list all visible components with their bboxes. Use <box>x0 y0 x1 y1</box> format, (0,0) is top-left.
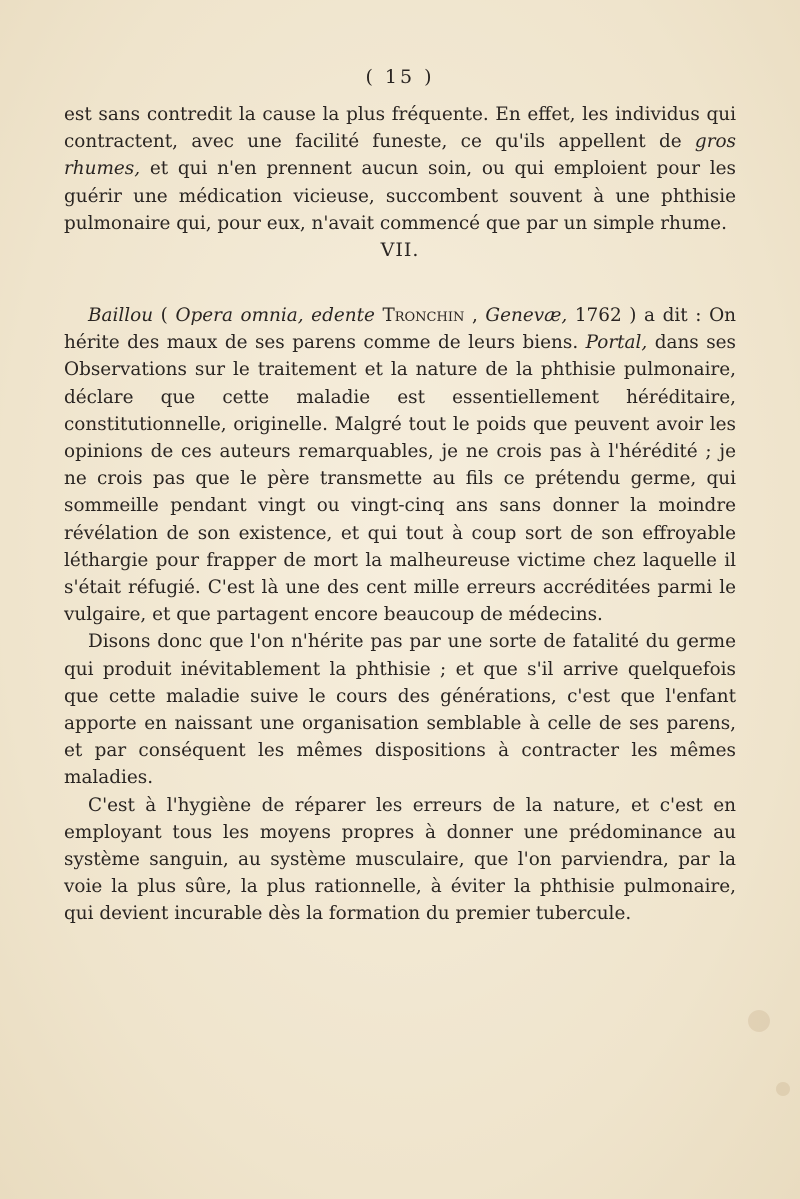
foxing-spot <box>776 1082 790 1096</box>
paragraph: C'est à l'hygiène de réparer les erreurs de la nature, et c'est en employant tous les moyens propres à donner une prédominance au système sanguin, au système musculaire, que l'on parviendra, par la voie la plus sûre, la plus rationnelle, à éviter la phthisie pulmonaire, qui devient incurable dès la formation du premier tubercule. <box>64 794 736 925</box>
paragraph: Baillou ( Opera omnia, edente Tronchin , Genevæ, 1762 ) a dit : On hérite des maux de ses parens comme de leurs biens. Portal, dans ses Observations sur le traitement et la nature de la phthisie pulmonaire, déclare que cette maladie est essentiellement héréditaire, constitutionnelle, originelle. Malgré tout le poids que peuvent avoir les opinions de ces auteurs remarquables, je ne crois pas à l'hérédité ; je ne crois pas que le père transmette au fils ce prétendu germe, qui sommeille pendant vingt ou vingt-cinq ans sans donner la moindre révélation de son existence, et qui tout à coup sort de son effroyable léthargie pour frapper de mort la malheureuse victime chez laquelle il s'était réfugié. C'est là une des cent mille erreurs accréditées parmi le vulgaire, et que partagent encore beaucoup de médecins. <box>64 305 736 626</box>
foxing-spot <box>748 1010 770 1032</box>
paragraph: est sans contredit la cause la plus fréquente. En effet, les individus qui contractent, avec une facilité funeste, ce qu'ils appellent de gros rhumes, et qui n'en prennent aucun soin, ou qui emploient pour les guérir une médication vicieuse, succombent souvent à une phthisie pulmonaire qui, pour eux, n'avait commencé que par un simple rhume. <box>64 104 736 234</box>
body-text <box>64 101 736 928</box>
section-heading: VII. <box>380 239 420 262</box>
page-number: ( 15 ) <box>365 66 435 88</box>
paragraph: Disons donc que l'on n'hérite pas par une sorte de fatalité du germe qui produit inévitablement la phthisie ; et que s'il arrive quelquefois que cette maladie suive le cours des générations, c'est que l'enfant apporte en naissant une organisation semblable à celle de ses parens, et par conséquent les mêmes dispositions à contracter les mêmes maladies. <box>64 631 736 789</box>
